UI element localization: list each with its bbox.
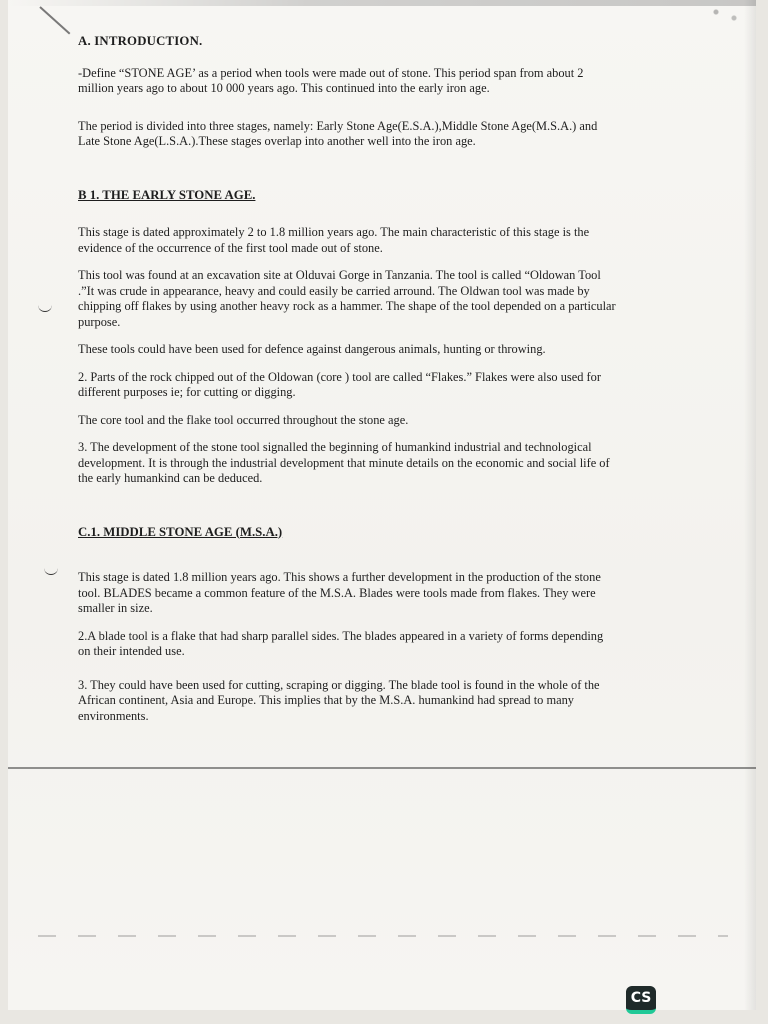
paragraph: 2. Parts of the rock chipped out of the Oldowan (core ) tool are called “Flakes.” Flakes were also used for different purposes ie; for cutting or digging. (78, 369, 601, 399)
section-heading-middle-stone-age: C.1. MIDDLE STONE AGE (M.S.A.) (78, 524, 283, 539)
corner-pen-mark (39, 6, 70, 34)
paragraph: 3. The development of the stone tool signalled the beginning of humankind industrial and technological development. It is through the industrial development that minute details on the economic and social life of the early humankind can be deduced. (78, 440, 610, 485)
scan-artifact-line (38, 935, 728, 937)
camscanner-logo-icon: CS (626, 986, 656, 1014)
paragraph: This tool was found at an excavation site at Olduvai Gorge in Tanzania. The tool is called “Oldowan Tool .”It was crude in appearance, heavy and could easily be carried arround. The Oldwan tool was made by chipping off flakes by using another heavy rock as a hammer. The shape of the tool depended on a particular purpose. (78, 268, 616, 329)
paragraph: 3. They could have been used for cutting, scraping or digging. The blade tool is found in the whole of the African continent, Asia and Europe. This implies that by the M.S.A. humankind had spread to many environments. (78, 677, 600, 723)
horizontal-rule (8, 767, 756, 769)
paragraph: The period is divided into three stages, namely: Early Stone Age(E.S.A.),Middle Stone Age(M.S.A.) and Late Stone Age(L.S.A.).These stages overlap into another well into the iron age. (78, 118, 598, 148)
paragraph: This stage is dated 1.8 million years ago. This shows a further development in the production of the stone tool. BLADES became a common feature of the M.S.A. Blades were tools made from flakes. They were smaller in size. (78, 570, 601, 615)
scanned-page (8, 0, 756, 1010)
paragraph: -Define “STONE AGE’ as a period when tools were made out of stone. This period span from about 2 million years ago to about 10 000 years ago. This continued into the early iron age. (78, 65, 584, 95)
section-heading-introduction: A. INTRODUCTION. (78, 34, 203, 48)
paragraph: The core tool and the flake tool occurred throughout the stone age. (78, 412, 409, 427)
paragraph: This stage is dated approximately 2 to 1.8 million years ago. The main characteristic of this stage is the evidence of the occurrence of the first tool made out of stone. (78, 225, 590, 255)
paragraph: 2.A blade tool is a flake that had sharp parallel sides. The blades appeared in a variety of forms depending on their intended use. (78, 628, 604, 658)
page-shadow (744, 0, 756, 1010)
scan-edge (8, 0, 756, 6)
margin-tick-mark (38, 303, 52, 312)
paragraph: These tools could have been used for defence against dangerous animals, hunting or throwing. (78, 342, 546, 356)
document-body (78, 34, 618, 736)
scan-noise (692, 0, 752, 30)
section-heading-early-stone-age: B 1. THE EARLY STONE AGE. (78, 187, 256, 202)
margin-tick-mark (44, 566, 58, 575)
